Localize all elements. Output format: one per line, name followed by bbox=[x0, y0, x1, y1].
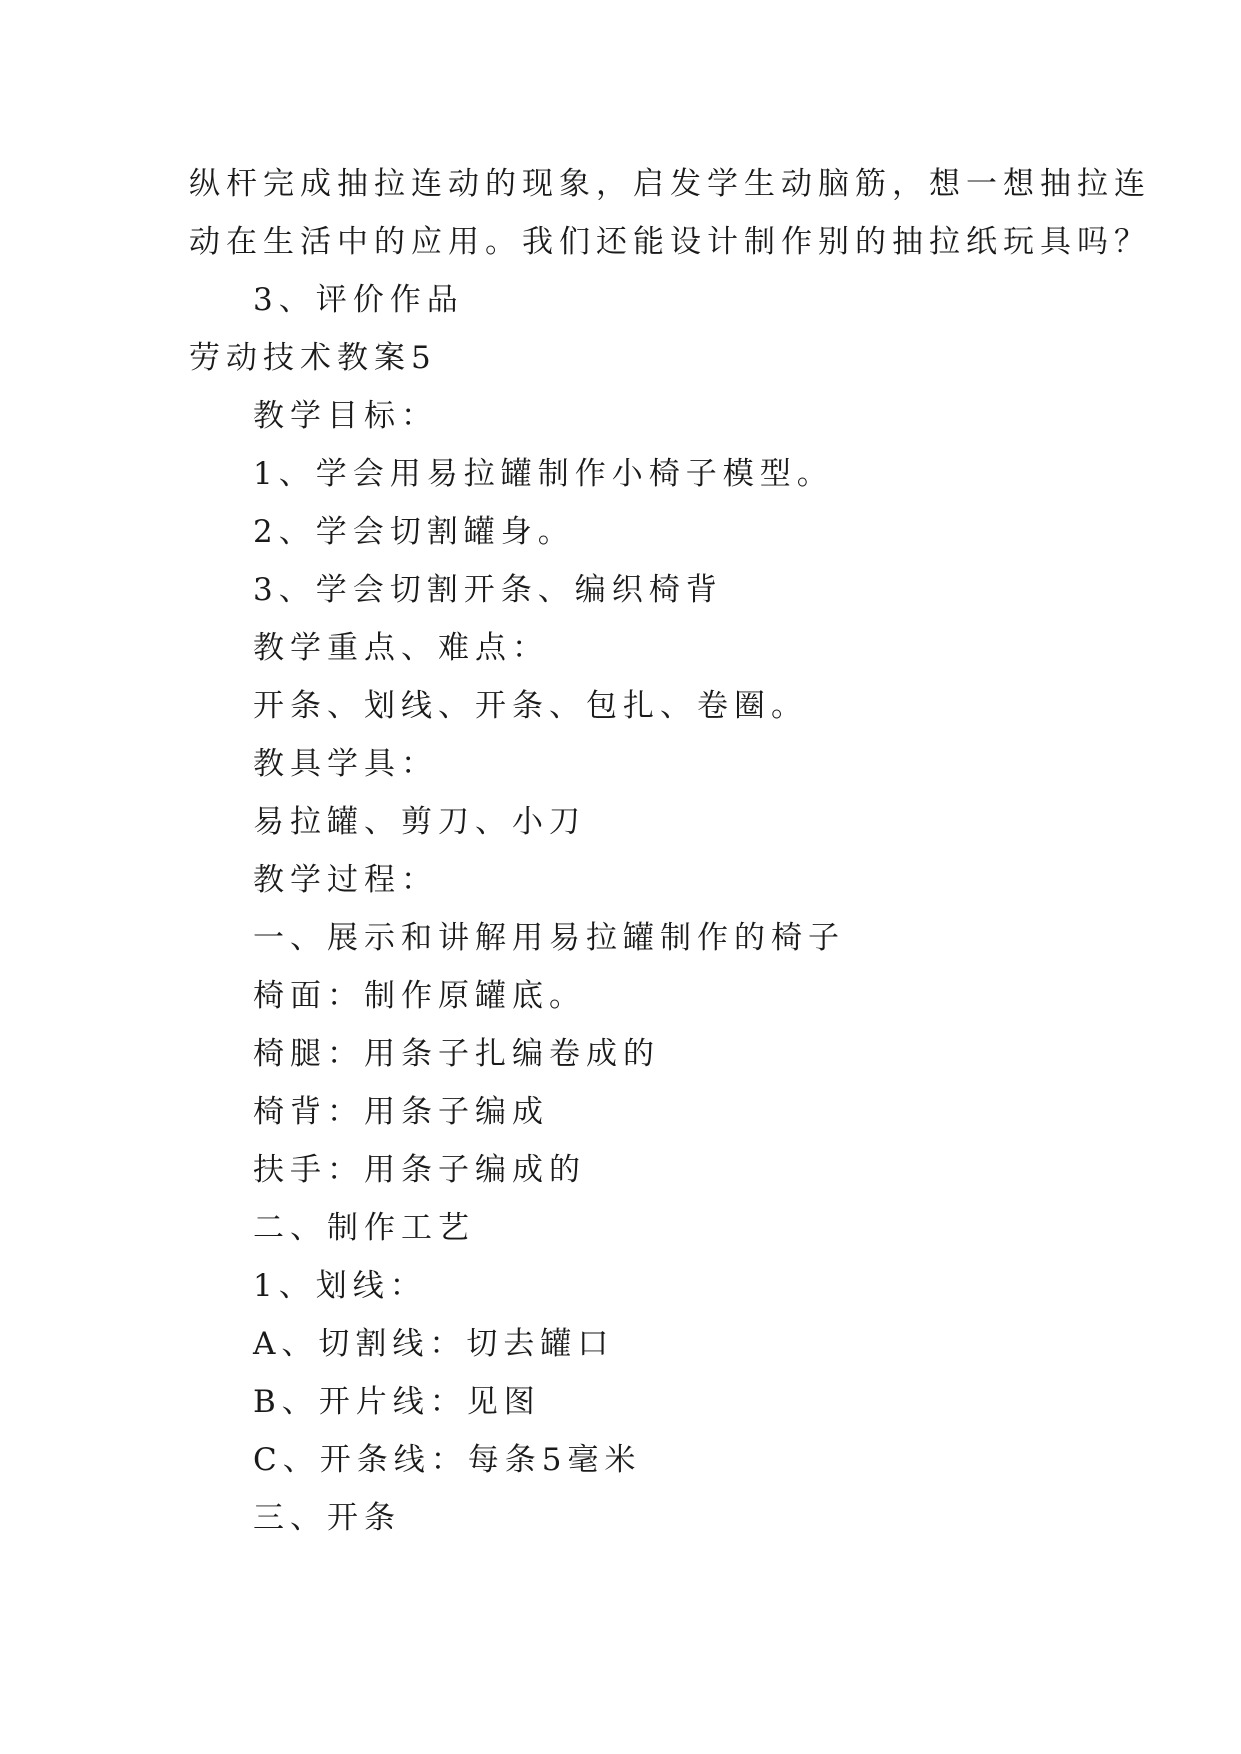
list-item: 二、制作工艺 bbox=[253, 1210, 475, 1246]
paragraph-line: 动在生活中的应用。我们还能设计制作别的抽拉纸玩具吗？ bbox=[189, 224, 1151, 260]
paragraph-line: 纵杆完成抽拉连动的现象，启发学生动脑筋，想一想抽拉连 bbox=[189, 166, 1151, 202]
list-item: 一、展示和讲解用易拉罐制作的椅子 bbox=[253, 920, 845, 956]
list-item: 1、划线： bbox=[253, 1268, 427, 1304]
list-item: 三、开条 bbox=[253, 1500, 401, 1536]
subheading: 教学目标： bbox=[253, 398, 438, 434]
list-item: 3、评价作品 bbox=[253, 282, 464, 318]
paragraph-line: 椅腿：用条子扎编卷成的 bbox=[253, 1036, 660, 1072]
paragraph-line: 椅背：用条子编成 bbox=[253, 1094, 549, 1130]
paragraph-line: 易拉罐、剪刀、小刀 bbox=[253, 804, 586, 840]
subheading: 教学过程： bbox=[253, 862, 438, 898]
subheading: 教学重点、难点： bbox=[253, 630, 549, 666]
list-item: B、开片线：见图 bbox=[253, 1384, 541, 1420]
list-item: A、切割线：切去罐口 bbox=[253, 1326, 615, 1362]
subheading: 教具学具： bbox=[253, 746, 438, 782]
list-item: 2、学会切割罐身。 bbox=[253, 514, 575, 550]
list-item: 1、学会用易拉罐制作小椅子模型。 bbox=[253, 456, 834, 492]
paragraph-line: 扶手：用条子编成的 bbox=[253, 1152, 586, 1188]
list-item: 3、学会切割开条、编织椅背 bbox=[253, 572, 723, 608]
section-title: 劳动技术教案5 bbox=[189, 340, 437, 376]
paragraph-line: 开条、划线、开条、包扎、卷圈。 bbox=[253, 688, 808, 724]
list-item: C、开条线：每条5毫米 bbox=[253, 1442, 642, 1478]
paragraph-line: 椅面：制作原罐底。 bbox=[253, 978, 586, 1014]
